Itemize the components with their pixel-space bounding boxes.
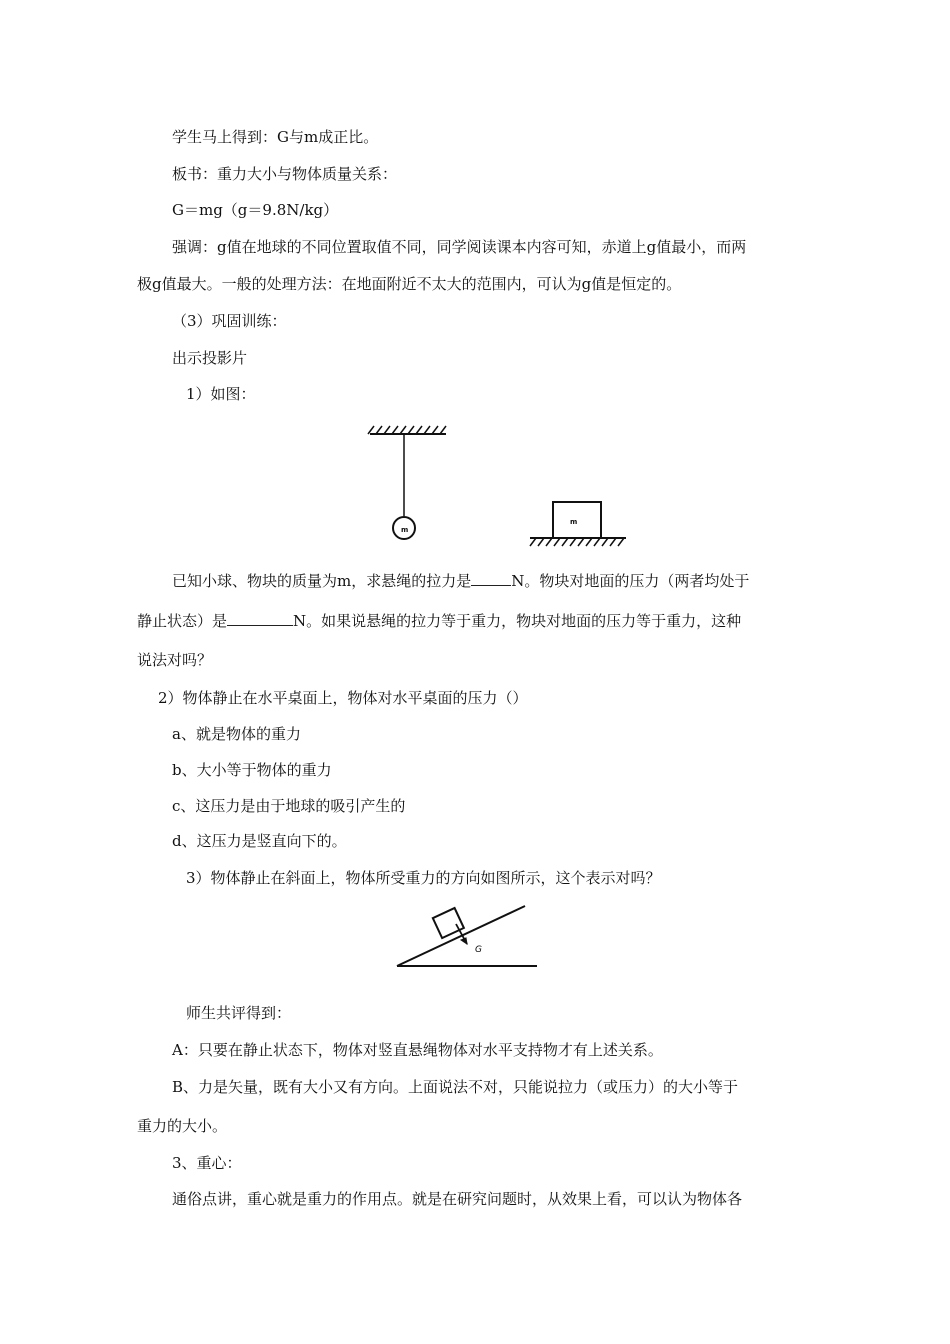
option-b: b、大小等于物体的重力 (172, 761, 332, 779)
text-line: 师生共评得到： (186, 1004, 292, 1022)
section-heading: 3、重心： (172, 1154, 242, 1172)
text-line: 强调：g值在地球的不同位置取值不同，同学阅读课本内容可知，赤道上g值最小，而两 (172, 238, 747, 256)
arrowhead-icon (461, 938, 467, 944)
question-heading: 2）物体静止在水平桌面上，物体对水平桌面的压力（） (158, 689, 528, 707)
text-line: 学生马上得到：G与m成正比。 (172, 128, 379, 146)
text-line: 出示投影片 (172, 349, 248, 367)
text-line: 通俗点讲，重心就是重力的作用点。就是在研究问题时，从效果上看，可以认为物体各 (172, 1190, 743, 1208)
question-text-part: 已知小球、物块的质量为m，求悬绳的拉力是 (172, 572, 472, 590)
option-a: a、就是物体的重力 (172, 725, 301, 743)
ground (530, 538, 626, 546)
figure-incline (393, 900, 553, 970)
question-heading: 1）如图： (186, 385, 256, 403)
section-heading: （3）巩固训练： (172, 312, 287, 330)
option-d: d、这压力是竖直向下的。 (172, 832, 347, 850)
question-text (172, 570, 749, 591)
question-text-part: N。物块对地面的压力（两者均处于 (511, 572, 750, 590)
ball-label: m (401, 526, 409, 534)
incline-surface (397, 906, 525, 966)
formula-line: G＝mg（g＝9.8N/kg） (172, 201, 339, 219)
block-on-incline (433, 908, 464, 938)
force-label: G (475, 945, 482, 955)
text-line: 板书：重力大小与物体质量关系： (172, 165, 398, 183)
question-heading: 3）物体静止在斜面上，物体所受重力的方向如图所示，这个表示对吗？ (186, 869, 661, 887)
question-text (137, 610, 741, 631)
question-text-part: 静止状态）是 (137, 612, 228, 630)
answer-blank[interactable] (471, 570, 511, 586)
answer-blank[interactable] (227, 610, 293, 626)
text-line: 极g值最大。一般的处理方法：在地面附近不太大的范围内，可认为g值是恒定的。 (137, 275, 682, 293)
ceiling-support (368, 426, 446, 434)
text-line: A：只要在静止状态下，物体对竖直悬绳物体对水平支持物才有上述关系。 (172, 1041, 663, 1059)
text-line: B、力是矢量，既有大小又有方向。上面说法不对，只能说拉力（或压力）的大小等于 (172, 1078, 739, 1096)
text-line: 说法对吗？ (137, 651, 213, 669)
text-line: 重力的大小。 (137, 1117, 228, 1135)
block-label: m (570, 518, 578, 526)
option-c: c、这压力是由于地球的吸引产生的 (172, 797, 406, 815)
question-text-part: N。如果说悬绳的拉力等于重力，物块对地面的压力等于重力，这种 (293, 612, 742, 630)
figure-pendulum-block (360, 420, 660, 560)
